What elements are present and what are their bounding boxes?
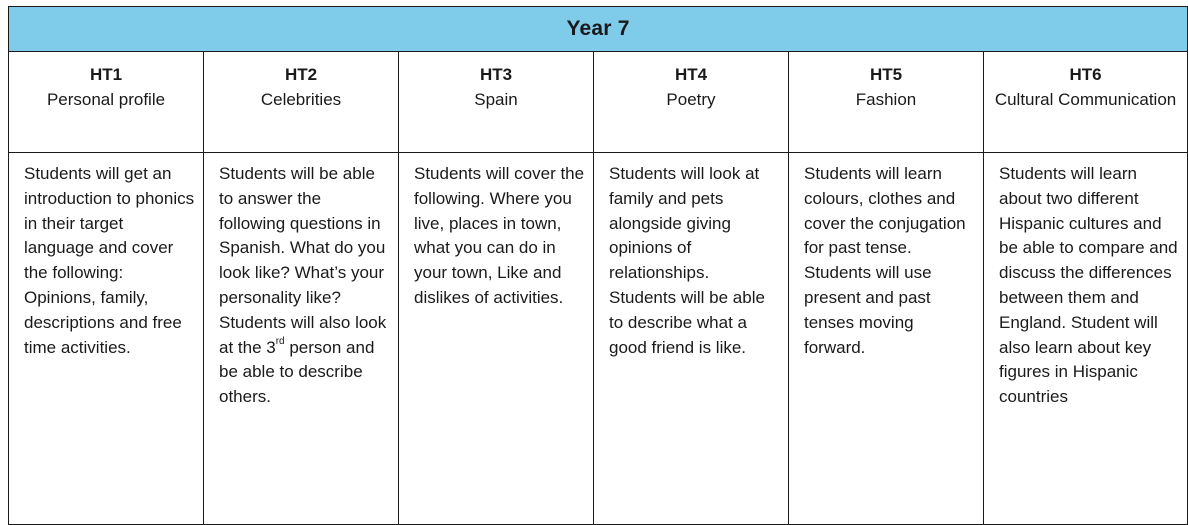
term-header-ht5 [789, 52, 984, 153]
term-description-ht5 [789, 153, 984, 525]
term-description-ht2 [204, 153, 399, 525]
description-text: Students will look at family and pets alongside giving opinions of relationships. Students will be able to describe what a good friend is like. [609, 164, 765, 357]
curriculum-table [8, 6, 1188, 525]
term-topic: Spain [474, 90, 518, 109]
term-header-ht1 [9, 52, 204, 153]
description-row [9, 153, 1188, 525]
term-description-ht1 [9, 153, 204, 525]
description-text: Students will cover the following. Where you live, places in town, what you can do in your town, Like and dislikes of activities. [414, 164, 585, 307]
term-code: HT6 [1069, 65, 1102, 84]
term-description-ht4 [594, 153, 789, 525]
term-description-ht6 [984, 153, 1188, 525]
term-code: HT5 [869, 65, 903, 84]
description-text-part: Students will be able to answer the following questions in Spanish. What do you look like? What’s your personality like? Students will also look at the 3 [219, 164, 387, 357]
term-code: HT2 [284, 65, 318, 84]
description-text: Students will get an introduction to phonics in their target language and cover the following: Opinions, family, descriptions and free time activities. [24, 164, 195, 357]
header-row [9, 52, 1188, 153]
term-topic: Fashion [855, 90, 917, 109]
term-topic: Cultural Communication [994, 90, 1177, 109]
term-code: HT1 [89, 65, 123, 84]
ordinal-superscript: rd [275, 335, 285, 347]
term-topic: Personal profile [46, 90, 166, 109]
term-code: HT3 [479, 65, 513, 84]
term-description-ht3 [399, 153, 594, 525]
description-text-part: person and be able to describe others. [219, 337, 375, 407]
term-code: HT4 [674, 65, 708, 84]
term-header-ht2 [204, 52, 399, 153]
description-text [219, 162, 390, 410]
term-header-ht6 [984, 52, 1188, 153]
term-topic: Celebrities [260, 90, 342, 109]
description-text: Students will learn colours, clothes and cover the conjugation for past tense. Students will use present and past tenses moving forward. [804, 164, 966, 357]
term-topic: Poetry [666, 90, 716, 109]
term-header-ht4 [594, 52, 789, 153]
table-title: Year 7 [9, 7, 1188, 52]
description-text: Students will learn about two different Hispanic cultures and be able to compare and discuss the differences between them and England. Student will also learn about key figures in Hispanic countries [999, 164, 1178, 407]
term-header-ht3 [399, 52, 594, 153]
title-row [9, 7, 1188, 52]
